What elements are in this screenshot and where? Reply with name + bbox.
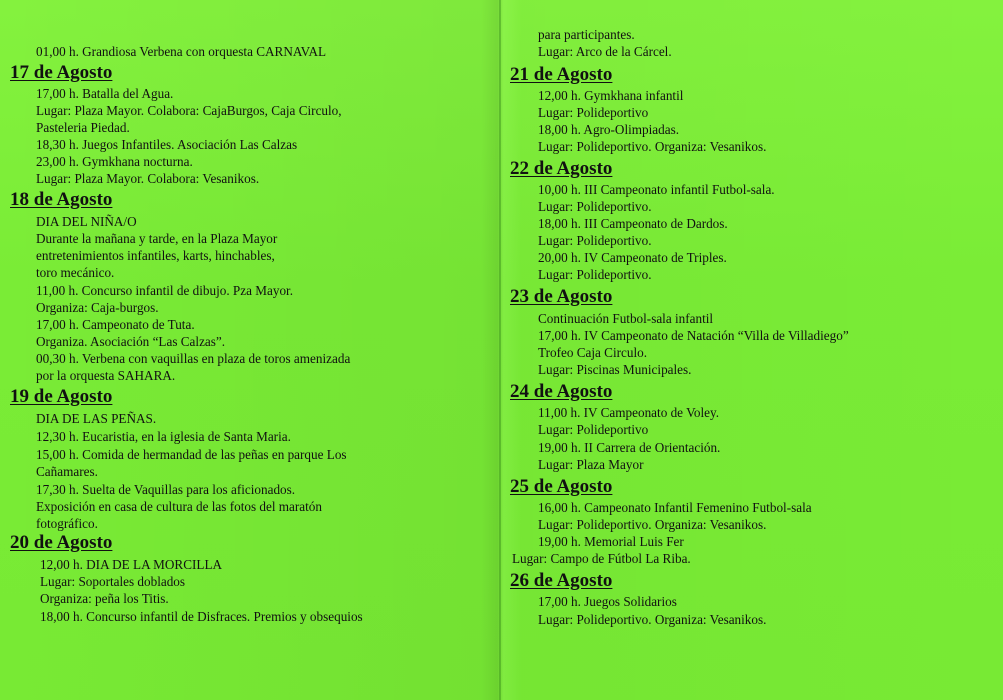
event-line: 19,00 h. Memorial Luis Fer: [538, 534, 684, 549]
event-line: 11,00 h. Concurso infantil de dibujo. Pza Mayor.: [36, 283, 294, 298]
day-heading: 26 de Agosto: [510, 570, 613, 591]
event-line: Lugar: Soportales doblados: [40, 574, 186, 589]
event-line: entretenimientos infantiles, karts, hinchables,: [36, 248, 275, 263]
day-heading: 17 de Agosto: [10, 62, 113, 83]
event-line: Pasteleria Piedad.: [36, 120, 130, 135]
event-line: Lugar: Polideportivo.: [538, 267, 652, 282]
intro-line: 01,00 h. Grandiosa Verbena con orquesta CARNAVAL: [36, 44, 327, 59]
intro-line: Lugar: Arco de la Cárcel.: [538, 44, 672, 59]
event-line: Continuación Futbol-sala infantil: [538, 311, 714, 326]
event-line: Lugar: Polideportivo.: [538, 199, 652, 214]
event-line: Lugar: Plaza Mayor. Colabora: Vesanikos.: [36, 171, 260, 186]
event-line: Lugar: Campo de Fútbol La Riba.: [512, 551, 691, 566]
event-line: Lugar: Polideportivo: [538, 422, 649, 437]
event-line: 20,00 h. IV Campeonato de Triples.: [538, 250, 727, 265]
event-line: Lugar: Plaza Mayor: [538, 457, 644, 472]
day-heading: 18 de Agosto: [10, 189, 113, 210]
event-line: 11,00 h. IV Campeonato de Voley.: [538, 405, 720, 420]
event-line: por la orquesta SAHARA.: [36, 368, 176, 383]
event-line: 12,00 h. DIA DE LA MORCILLA: [40, 557, 223, 572]
event-line: 18,00 h. III Campeonato de Dardos.: [538, 216, 728, 231]
event-line: DIA DEL NIÑA/O: [36, 214, 137, 229]
event-line: Cañamares.: [36, 464, 98, 479]
event-line: 17,00 h. Batalla del Agua.: [36, 86, 174, 101]
day-heading: 25 de Agosto: [510, 476, 613, 497]
event-line: fotográfico.: [36, 516, 98, 531]
day-heading: 24 de Agosto: [510, 381, 613, 402]
event-line: toro mecánico.: [36, 265, 115, 280]
event-line: 18,00 h. Concurso infantil de Disfraces. Premios y obsequios: [40, 609, 363, 624]
event-line: Trofeo Caja Circulo.: [538, 345, 648, 360]
day-heading: 23 de Agosto: [510, 286, 613, 307]
event-line: 10,00 h. III Campeonato infantil Futbol-sala.: [538, 182, 775, 197]
event-line: Lugar: Piscinas Municipales.: [538, 362, 692, 377]
page-fold: [499, 0, 501, 700]
event-line: 18,00 h. Agro-Olimpiadas.: [538, 122, 680, 137]
event-line: 17,30 h. Suelta de Vaquillas para los aficionados.: [36, 482, 296, 497]
event-line: 17,00 h. IV Campeonato de Natación “Villa de Villadiego”: [538, 328, 849, 343]
event-line: Lugar: Polideportivo. Organiza: Vesanikos.: [538, 139, 767, 154]
event-line: Lugar: Polideportivo. Organiza: Vesanikos.: [538, 517, 767, 532]
event-line: 17,00 h. Juegos Solidarios: [538, 594, 677, 609]
event-line: 00,30 h. Verbena con vaquillas en plaza de toros amenizada: [36, 351, 351, 366]
event-line: Exposición en casa de cultura de las fotos del maratón: [36, 499, 322, 514]
event-line: 12,30 h. Eucaristia, en la iglesia de Santa Maria.: [36, 429, 291, 444]
event-line: 18,30 h. Juegos Infantiles. Asociación Las Calzas: [36, 137, 298, 152]
event-line: 12,00 h. Gymkhana infantil: [538, 88, 684, 103]
day-heading: 20 de Agosto: [10, 532, 113, 553]
event-line: Lugar: Polideportivo.: [538, 233, 652, 248]
day-heading: 22 de Agosto: [510, 158, 613, 179]
event-line: 16,00 h. Campeonato Infantil Femenino Futbol-sala: [538, 500, 812, 515]
day-heading: 19 de Agosto: [10, 386, 113, 407]
event-line: 19,00 h. II Carrera de Orientación.: [538, 440, 721, 455]
intro-line: para participantes.: [538, 27, 635, 42]
event-line: Organiza. Asociación “Las Calzas”.: [36, 334, 226, 349]
event-line: Lugar: Polideportivo: [538, 105, 649, 120]
event-line: Durante la mañana y tarde, en la Plaza Mayor: [36, 231, 278, 246]
event-line: 17,00 h. Campeonato de Tuta.: [36, 317, 195, 332]
event-line: Lugar: Polideportivo. Organiza: Vesanikos.: [538, 612, 767, 627]
event-line: Organiza: peña los Titis.: [40, 591, 169, 606]
day-heading: 21 de Agosto: [510, 64, 613, 85]
event-line: Lugar: Plaza Mayor. Colabora: CajaBurgos, Caja Circulo,: [36, 103, 342, 118]
event-line: Organiza: Caja-burgos.: [36, 300, 159, 315]
event-line: DIA DE LAS PEÑAS.: [36, 411, 157, 426]
event-line: 15,00 h. Comida de hermandad de las peñas en parque Los: [36, 447, 347, 462]
event-line: 23,00 h. Gymkhana nocturna.: [36, 154, 193, 169]
